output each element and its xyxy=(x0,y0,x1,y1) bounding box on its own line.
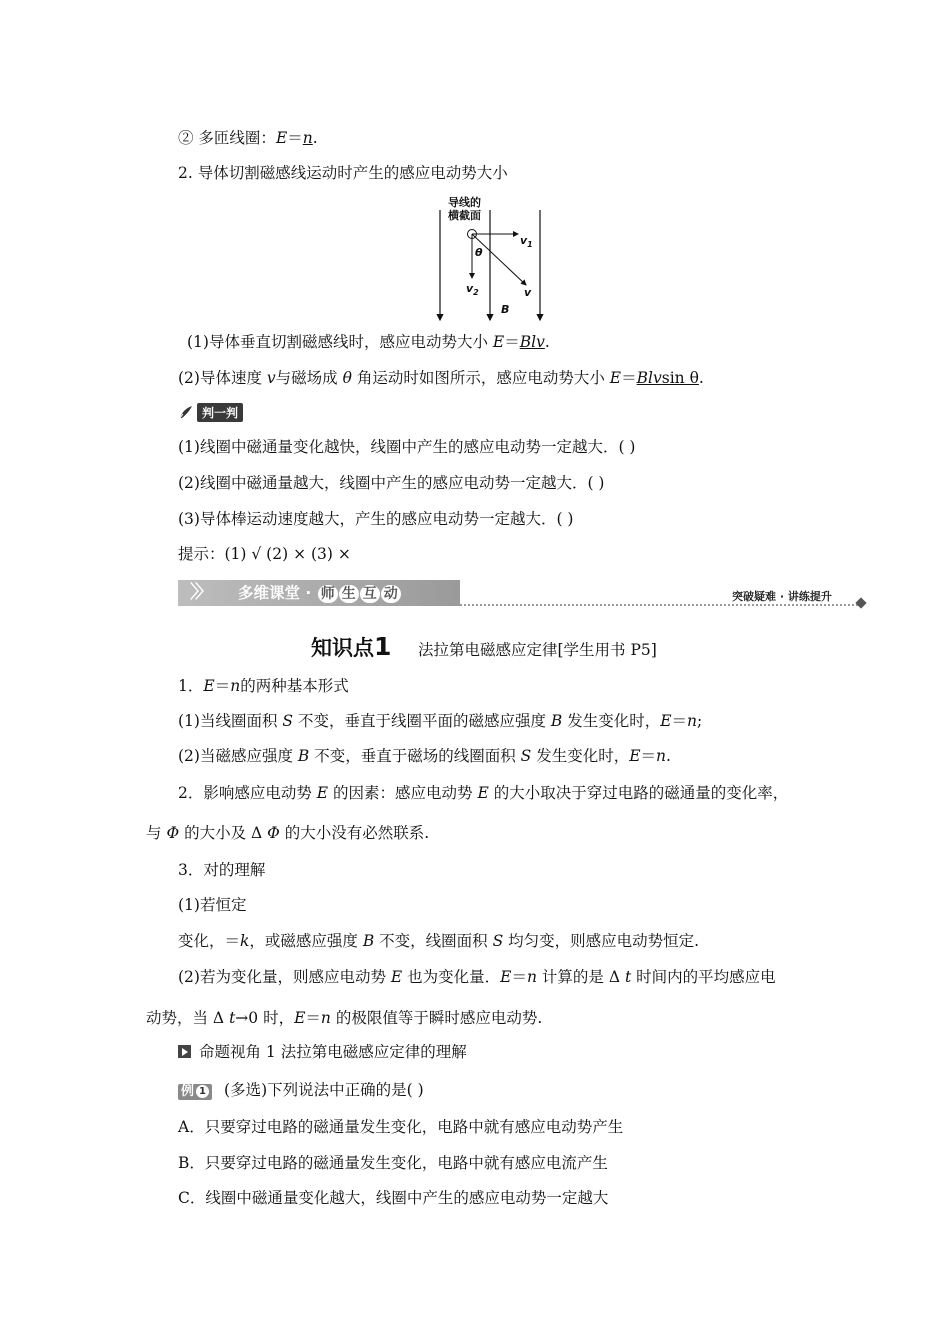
text: ＝ xyxy=(671,712,688,730)
text: 的大小及 Δ xyxy=(179,824,268,842)
text: 发生变化时， xyxy=(531,747,630,765)
banner-right-caption: 突破疑难 · 讲练提升 xyxy=(732,590,832,603)
text: 变化，＝ xyxy=(178,932,241,950)
body-s2b xyxy=(146,823,429,843)
body-s1a xyxy=(178,711,702,731)
text: ＝ xyxy=(504,333,520,351)
var-E: E xyxy=(275,129,288,147)
label-cross-section: 横截面 xyxy=(448,209,481,222)
var-E: E xyxy=(629,747,641,765)
knowledge-point-title xyxy=(311,634,391,661)
text: 时间内的平均感应电 xyxy=(631,968,776,986)
case-2 xyxy=(178,368,704,388)
kp-title-text: 知识点 xyxy=(311,636,374,660)
banner-title xyxy=(238,583,401,603)
var-n: n xyxy=(230,677,241,695)
text: 的大小没有必然联系. xyxy=(279,824,430,842)
var-E: E xyxy=(294,1009,306,1027)
kp-number: 1 xyxy=(374,632,392,661)
var-E: E xyxy=(500,968,512,986)
text: 动势，当 Δ xyxy=(146,1009,230,1027)
var-E: E xyxy=(609,369,622,387)
v2-text: v xyxy=(466,282,474,295)
text: ＝ xyxy=(287,129,303,147)
body-s3: 3．对的理解 xyxy=(178,861,266,879)
var-t: t xyxy=(624,968,632,986)
knowledge-point-subtitle: 法拉第电磁感应定律[学生用书 P5] xyxy=(418,641,657,659)
var-E: E xyxy=(477,784,489,802)
banner-title-text: 多维课堂 · xyxy=(238,584,317,602)
text: 与磁场成 xyxy=(275,369,343,387)
text: 的两种基本形式 xyxy=(240,677,349,695)
banner-chip: 生 xyxy=(339,585,359,603)
var-E: E xyxy=(316,784,329,802)
v1-sub: 1 xyxy=(527,240,533,250)
text: ＝ xyxy=(214,677,231,695)
judge-badge xyxy=(178,403,243,421)
label-v: v xyxy=(524,286,532,299)
example-question xyxy=(178,1080,424,1100)
var-E: E xyxy=(203,677,215,695)
text: ＝ xyxy=(305,1009,321,1027)
text: 不变，垂直于磁场的线圈面积 xyxy=(309,747,521,765)
text: . xyxy=(312,129,318,147)
text: 发生变化时， xyxy=(562,712,661,730)
body-s1b xyxy=(178,746,671,766)
text: ＝ xyxy=(621,369,637,387)
banner-chip: 师 xyxy=(318,585,338,603)
option-B: B．只要穿过电路的磁通量发生变化，电路中就有感应电流产生 xyxy=(178,1154,608,1172)
label-theta: θ xyxy=(475,246,483,259)
option-C: C．线圈中磁通量变化越大，线圈中产生的感应电动势一定越大 xyxy=(178,1189,609,1207)
text: (2)导体速度 xyxy=(178,369,267,387)
text: →0 时， xyxy=(235,1009,295,1027)
example-badge xyxy=(178,1084,212,1100)
text: 角运动时如图所示，感应电动势大小 xyxy=(351,369,610,387)
text: (2)若为变化量，则感应电动势 xyxy=(178,968,391,986)
body-s3c xyxy=(178,967,776,987)
text: ＝ xyxy=(640,747,657,765)
text: (1)导体垂直切割磁感线时，感应电动势大小 xyxy=(187,333,493,351)
v-arrow xyxy=(472,234,526,285)
var-phi: Φ xyxy=(267,824,280,842)
var-theta: θ xyxy=(342,369,352,387)
text: . xyxy=(666,747,671,765)
var-n: n xyxy=(656,747,667,765)
var-n: n xyxy=(527,968,537,986)
example-question-text: (多选)下列说法中正确的是( ) xyxy=(224,1081,424,1099)
var-B: B xyxy=(550,712,563,730)
text: ，或磁感应强度 xyxy=(249,932,363,950)
var-v: v xyxy=(266,369,276,387)
text: 均匀变，则感应电动势恒定. xyxy=(503,932,700,950)
label-v2 xyxy=(466,282,479,299)
text: 也为变化量． xyxy=(402,968,501,986)
text: (1)当线圈面积 xyxy=(178,712,283,730)
answer-Blv: Blv xyxy=(636,369,662,387)
pen-icon xyxy=(178,404,194,420)
text: ; xyxy=(697,712,703,730)
var-S: S xyxy=(492,932,504,950)
text: (2)当磁感应强度 xyxy=(178,747,298,765)
judge-hint: 提示：(1) √ (2) × (3) × xyxy=(178,545,351,563)
answer-sin: sin θ xyxy=(661,369,699,387)
text: 不变，垂直于线圈平面的磁感应强度 xyxy=(293,712,551,730)
text: 的大小取决于穿过电路的磁通量的变化率， xyxy=(488,784,789,802)
text: 与 xyxy=(146,824,167,842)
option-A: A．只要穿过电路的磁通量发生变化，电路中就有感应电动势产生 xyxy=(178,1118,624,1136)
var-t: t xyxy=(229,1009,236,1027)
body-s1 xyxy=(178,676,349,696)
double-chevron-icon: 〉〉 xyxy=(190,582,209,603)
body-s3d xyxy=(146,1008,542,1028)
text: 的极限值等于瞬时感应电动势. xyxy=(330,1009,543,1027)
banner-chip: 动 xyxy=(381,585,401,603)
body-s2 xyxy=(178,783,788,803)
var-n: n xyxy=(302,129,313,147)
label-wire: 导线的 xyxy=(448,196,481,209)
case-1 xyxy=(187,332,550,352)
v1-text: v xyxy=(520,234,528,247)
var-E: E xyxy=(660,712,672,730)
var-E: E xyxy=(492,333,505,351)
section-2-heading: 2. 导体切割磁感线运动时产生的感应电动势大小 xyxy=(178,164,508,182)
var-S: S xyxy=(520,747,532,765)
text: 的因素：感应电动势 xyxy=(328,784,478,802)
conductor-cutting-diagram xyxy=(418,190,558,325)
text: 计算的是 Δ xyxy=(536,968,625,986)
text: . xyxy=(544,333,550,351)
var-phi: Φ xyxy=(166,824,180,842)
banner-dotted-rule xyxy=(460,604,858,606)
body-s3b xyxy=(178,931,699,951)
judge-item-3: (3)导体棒运动速度越大，产生的感应电动势一定越大．( ) xyxy=(178,510,574,528)
section-banner xyxy=(178,580,460,606)
label-v1 xyxy=(520,234,533,251)
example-badge-text: 例 xyxy=(181,1084,195,1099)
var-n: n xyxy=(320,1009,331,1027)
text: 1． xyxy=(178,677,204,695)
label-B: B xyxy=(501,303,510,316)
v2-sub: 2 xyxy=(473,288,479,298)
text: 不变，线圈面积 xyxy=(374,932,493,950)
var-n: n xyxy=(687,712,698,730)
var-E: E xyxy=(390,968,403,986)
answer-Blv: Blv xyxy=(519,333,545,351)
body-s3a: (1)若恒定 xyxy=(178,896,247,914)
diamond-icon xyxy=(855,597,866,608)
play-triangle-icon xyxy=(178,1045,191,1058)
multi-turn-coil-line xyxy=(178,128,318,148)
var-S: S xyxy=(282,712,294,730)
topic-label: 命题视角 1 法拉第电磁感应定律的理解 xyxy=(199,1043,467,1061)
text: 2．影响感应电动势 xyxy=(178,784,317,802)
field-lines-svg xyxy=(418,190,558,325)
var-B: B xyxy=(362,932,375,950)
text: . xyxy=(698,369,704,387)
var-B: B xyxy=(297,747,310,765)
judge-item-1: (1)线圈中磁通量变化越快，线圈中产生的感应电动势一定越大．( ) xyxy=(178,438,636,456)
topic-line xyxy=(178,1042,467,1062)
banner-chip: 互 xyxy=(360,585,380,603)
judge-badge-label: 判一判 xyxy=(197,403,243,422)
text: ＝ xyxy=(511,968,527,986)
text: ② 多匝线圈： xyxy=(178,129,276,147)
var-k: k xyxy=(240,932,250,950)
judge-item-2: (2)线圈中磁通量越大，线圈中产生的感应电动势一定越大．( ) xyxy=(178,474,605,492)
example-number: 1 xyxy=(196,1085,209,1098)
answer-blv-sin xyxy=(637,369,699,387)
